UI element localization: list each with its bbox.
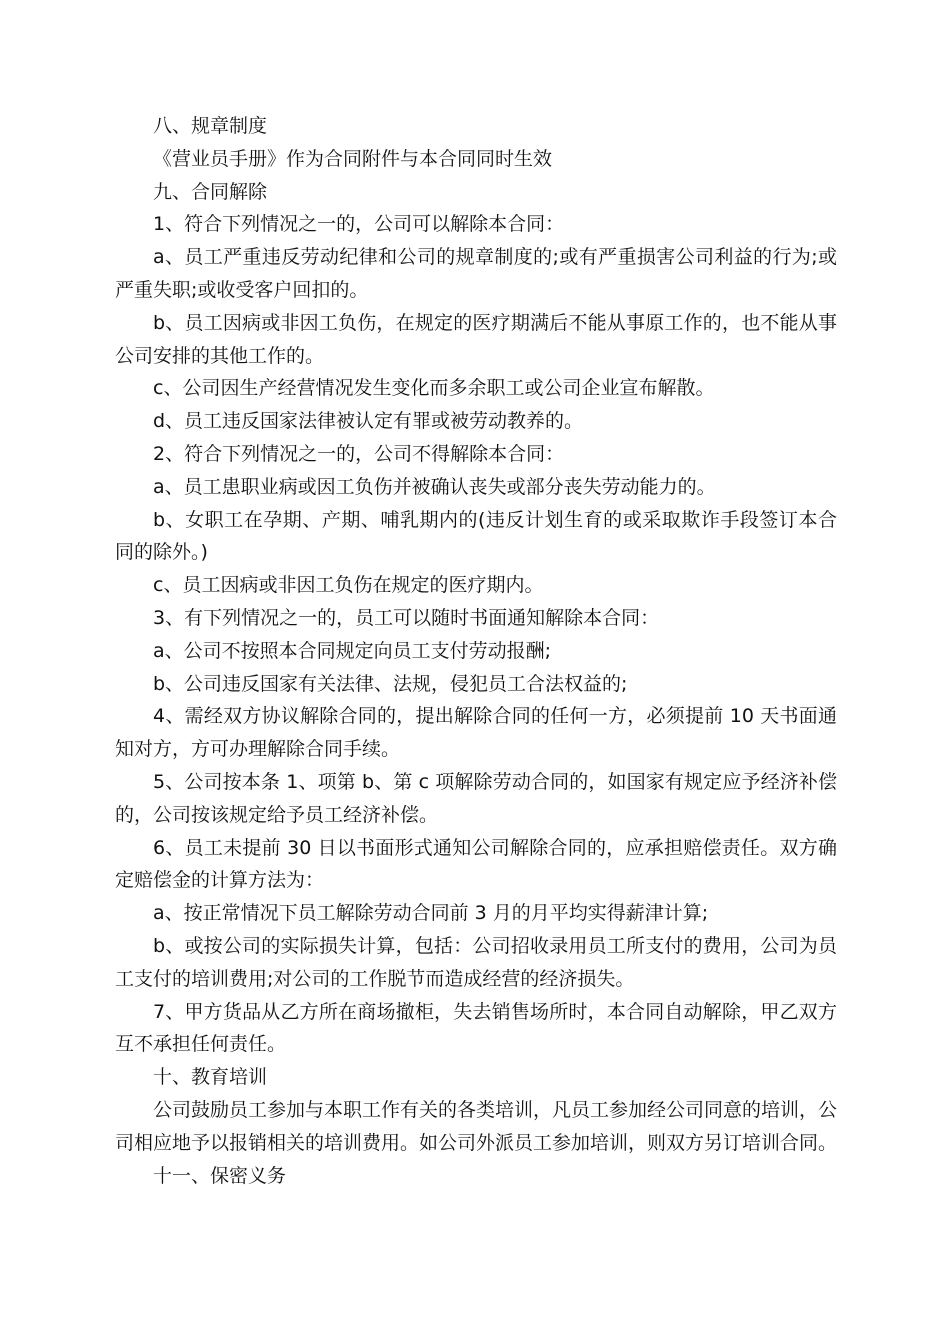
paragraph: c、员工因病或非因工负伤在规定的医疗期内。: [153, 574, 544, 597]
paragraph: 2、符合下列情况之一的，公司不得解除本合同：: [153, 442, 565, 465]
paragraph: b、女职工在孕期、产期、哺乳期内的(违反计划生育的或采取欺诈手段签订本合同的除外。): [115, 508, 837, 564]
paragraph: b、公司违反国家有关法律、法规，侵犯员工合法权益的;: [153, 672, 628, 695]
section-heading-termination: 九、合同解除: [153, 180, 268, 203]
paragraph: 《营业员手册》作为合同附件与本合同同时生效: [153, 147, 553, 170]
section-heading-rules: 八、规章制度: [153, 115, 268, 137]
document-body: [115, 110, 837, 1192]
paragraph: c、公司因生产经营情况发生变化而多余职工或公司企业宣布解散。: [153, 377, 715, 400]
paragraph: b、或按公司的实际损失计算，包括：公司招收录用员工所支付的费用，公司为员工支付的培训费用;对公司的工作脱节而造成经营的经济损失。: [115, 934, 837, 990]
paragraph: a、按正常情况下员工解除劳动合同前 3 月的月平均实得薪津计算;: [153, 902, 709, 925]
paragraph: 4、需经双方协议解除合同的，提出解除合同的任何一方，必须提前 10 天书面通知对方，方可办理解除合同手续。: [115, 705, 837, 761]
paragraph: 5、公司按本条 1、项第 b、第 c 项解除劳动合同的，如国家有规定应予经济补偿的，公司按该规定给予员工经济补偿。: [115, 770, 837, 826]
paragraph: a、员工患职业病或因工负伤并被确认丧失或部分丧失劳动能力的。: [153, 475, 716, 498]
paragraph: 1、符合下列情况之一的，公司可以解除本合同：: [153, 213, 565, 236]
paragraph: 6、员工未提前 30 日以书面形式通知公司解除合同的，应承担赔偿责任。双方确定赔偿金的计算方法为：: [115, 836, 837, 892]
section-heading-confidentiality: 十一、保密义务: [153, 1164, 287, 1187]
paragraph: d、员工违反国家法律被认定有罪或被劳动教养的。: [153, 410, 584, 433]
paragraph: 7、甲方货品从乙方所在商场撤柜，失去销售场所时，本合同自动解除，甲乙双方互不承担任何责任。: [115, 1000, 837, 1056]
paragraph: a、公司不按照本合同规定向员工支付劳动报酬;: [153, 639, 552, 662]
paragraph: b、员工因病或非因工负伤，在规定的医疗期满后不能从事原工作的，也不能从事公司安排的其他工作的。: [115, 311, 837, 367]
section-heading-training: 十、教育培训: [153, 1066, 268, 1089]
paragraph: 3、有下列情况之一的，员工可以随时书面通知解除本合同：: [153, 606, 660, 629]
paragraph: a、员工严重违反劳动纪律和公司的规章制度的;或有严重损害公司利益的行为;或严重失职;或收受客户回扣的。: [115, 246, 837, 301]
paragraph: 公司鼓励员工参加与本职工作有关的各类培训，凡员工参加经公司同意的培训，公司相应地予以报销相关的培训费用。如公司外派员工参加培训，则双方另订培训合同。: [115, 1098, 838, 1154]
